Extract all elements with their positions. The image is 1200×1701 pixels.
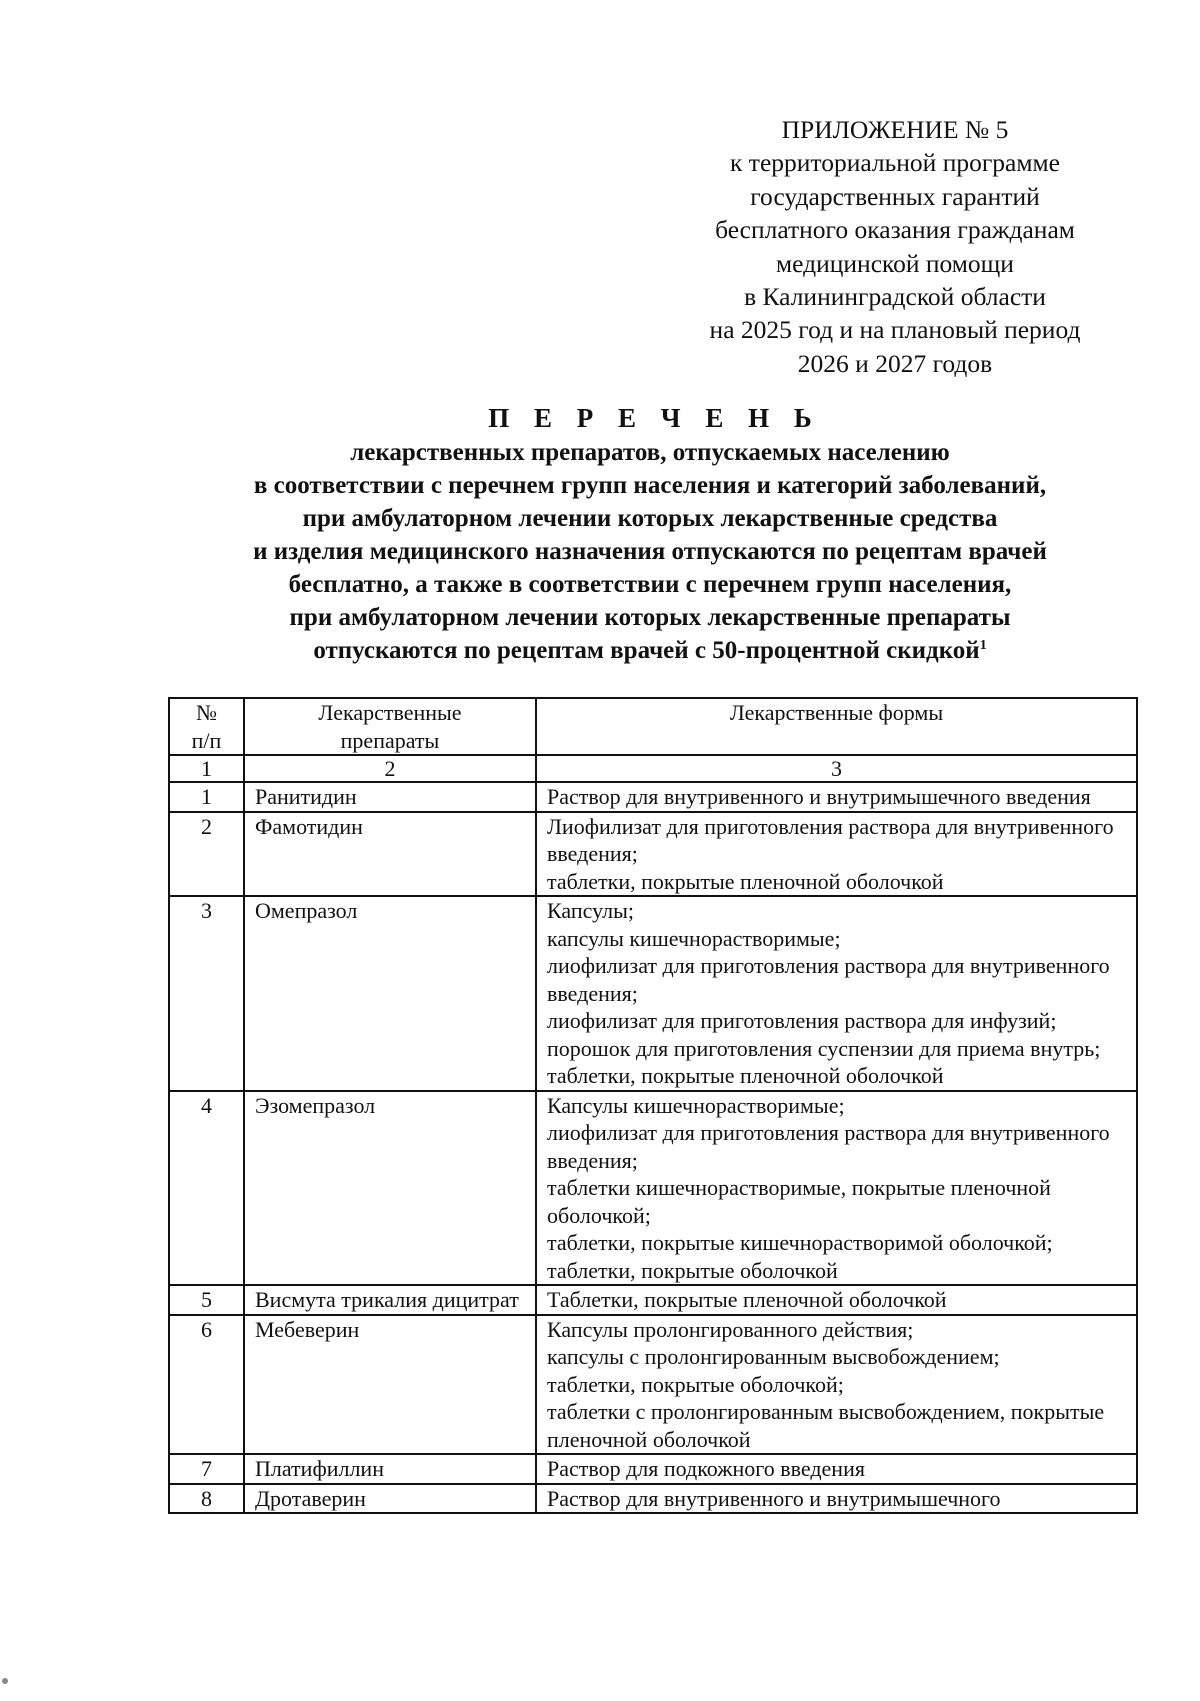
- drug-forms: [536, 1091, 1137, 1286]
- title-line: при амбулаторном лечении которых лекарственные средства: [302, 505, 998, 532]
- drug-form-item: таблетки, покрытые пленочной оболочкой: [547, 868, 944, 894]
- row-number: 8: [169, 1484, 244, 1514]
- row-number: 5: [169, 1285, 244, 1315]
- drug-name: Фамотидин: [244, 812, 536, 897]
- drug-form-item: таблетки кишечнорастворимые, покрытые пленочной оболочкой;: [547, 1175, 1051, 1228]
- header-forms: Лекарственные формы: [536, 698, 1137, 755]
- drug-name: Эзомепразол: [244, 1091, 536, 1286]
- table-row: [169, 1315, 1137, 1455]
- drug-form-item: Капсулы кишечнорастворимые;: [547, 1092, 845, 1118]
- row-number: 7: [169, 1454, 244, 1484]
- title-line-text: отпускаются по рецептам врачей с 50-процентной скидкой: [313, 637, 980, 664]
- row-number: 1: [169, 782, 244, 812]
- appendix-line: ПРИЛОЖЕНИЕ № 5: [781, 115, 1009, 144]
- title-line: при амбулаторном лечении которых лекарственные препараты: [289, 604, 1011, 631]
- drug-form-item: таблетки, покрытые пленочной оболочкой: [547, 1063, 944, 1088]
- header-num: [169, 698, 244, 755]
- title-line: и изделия медицинского назначения отпускаются по рецептам врачей: [253, 538, 1047, 565]
- table-row: [169, 1484, 1137, 1514]
- drug-name: Дротаверин: [244, 1484, 536, 1514]
- row-number: 3: [169, 896, 244, 1091]
- table-body: [169, 782, 1137, 1513]
- scan-speck: [2, 1678, 8, 1684]
- drug-forms: [536, 1315, 1137, 1455]
- row-number: 4: [169, 1091, 244, 1286]
- drug-forms: [536, 1484, 1137, 1514]
- column-number: 2: [244, 755, 536, 782]
- appendix-line: бесплатного оказания гражданам: [715, 215, 1075, 245]
- drugs-table: [168, 697, 1138, 1514]
- table-row: [169, 782, 1137, 812]
- column-number: 3: [536, 755, 1137, 782]
- title-heading: П Е Р Е Ч Е Н Ь: [488, 403, 821, 433]
- drug-form-item: Раствор для внутривенного и внутримышечного: [547, 1485, 1001, 1511]
- drug-forms: [536, 896, 1137, 1091]
- drug-form-item: лиофилизат для приготовления раствора для инфузий;: [547, 1008, 1057, 1033]
- drug-form-item: Лиофилизат для приготовления раствора для внутривенного введения;: [547, 813, 1114, 866]
- table-row: [169, 1091, 1137, 1286]
- drug-form-item: Раствор для подкожного введения: [547, 1456, 865, 1481]
- appendix-line: к территориальной программе: [730, 148, 1060, 178]
- drug-form-item: таблетки с пролонгированным высвобождением, покрытые пленочной оболочкой: [547, 1399, 1105, 1452]
- drug-form-item: Капсулы;: [547, 898, 635, 923]
- header-drug-line1: Лекарственные: [318, 700, 462, 725]
- drug-forms: [536, 782, 1137, 812]
- column-numbers-row: [169, 755, 1137, 782]
- table-row: [169, 896, 1137, 1091]
- table-row: [169, 812, 1137, 897]
- drug-form-item: Капсулы пролонгированного действия;: [547, 1316, 914, 1342]
- appendix-line: на 2025 год и на плановый период: [709, 315, 1081, 345]
- drug-forms: [536, 1285, 1137, 1315]
- appendix-line: медицинской помощи: [776, 248, 1014, 278]
- drug-form-item: таблетки, покрытые оболочкой: [547, 1257, 838, 1283]
- title-line: лекарственных препаратов, отпускаемых населению: [350, 439, 950, 466]
- table-header-row: [169, 698, 1137, 755]
- drug-name: Омепразол: [244, 896, 536, 1091]
- appendix-header: [660, 113, 1130, 380]
- drug-form-item: таблетки, покрытые кишечнорастворимой оболочкой;: [547, 1230, 1053, 1255]
- header-drug: [244, 698, 536, 755]
- drug-form-item: лиофилизат для приготовления раствора для внутривенного введения;: [547, 1120, 1110, 1173]
- table-row: [169, 1285, 1137, 1315]
- header-drug-line2: препараты: [340, 727, 440, 753]
- header-num-line1: №: [196, 700, 217, 725]
- appendix-line: государственных гарантий: [750, 181, 1040, 211]
- drug-name: Висмута трикалия дицитрат: [244, 1285, 536, 1315]
- drug-name: Ранитидин: [244, 782, 536, 812]
- drug-form-item: Раствор для внутривенного и внутримышечного введения: [547, 784, 1091, 809]
- title-line: в соответствии с перечнем групп населения и категорий заболеваний,: [253, 472, 1047, 499]
- header-num-line2: п/п: [191, 727, 222, 753]
- drug-name: Мебеверин: [244, 1315, 536, 1455]
- row-number: 2: [169, 812, 244, 897]
- title-line: бесплатно, а также в соответствии с перечнем групп населения,: [288, 571, 1012, 598]
- drug-form-item: капсулы кишечнорастворимые;: [547, 925, 841, 951]
- appendix-line: 2026 и 2027 годов: [797, 348, 993, 378]
- footnote-mark: 1: [979, 638, 987, 653]
- drug-form-item: Таблетки, покрытые пленочной оболочкой: [547, 1287, 947, 1312]
- row-number: 6: [169, 1315, 244, 1455]
- drug-form-item: порошок для приготовления суспензии для приема внутрь;: [547, 1035, 1101, 1061]
- drug-form-item: таблетки, покрытые оболочкой;: [547, 1371, 844, 1397]
- drug-forms: [536, 812, 1137, 897]
- document-title: [100, 400, 1200, 667]
- drug-form-item: капсулы с пролонгированным высвобождением;: [547, 1344, 1000, 1369]
- appendix-line: в Калининградской области: [744, 282, 1046, 312]
- column-number: 1: [169, 755, 244, 782]
- drug-name: Платифиллин: [244, 1454, 536, 1484]
- table-row: [169, 1454, 1137, 1484]
- drug-forms: [536, 1454, 1137, 1484]
- title-line-last: [100, 634, 1200, 667]
- drug-form-item: лиофилизат для приготовления раствора для внутривенного введения;: [547, 953, 1110, 1006]
